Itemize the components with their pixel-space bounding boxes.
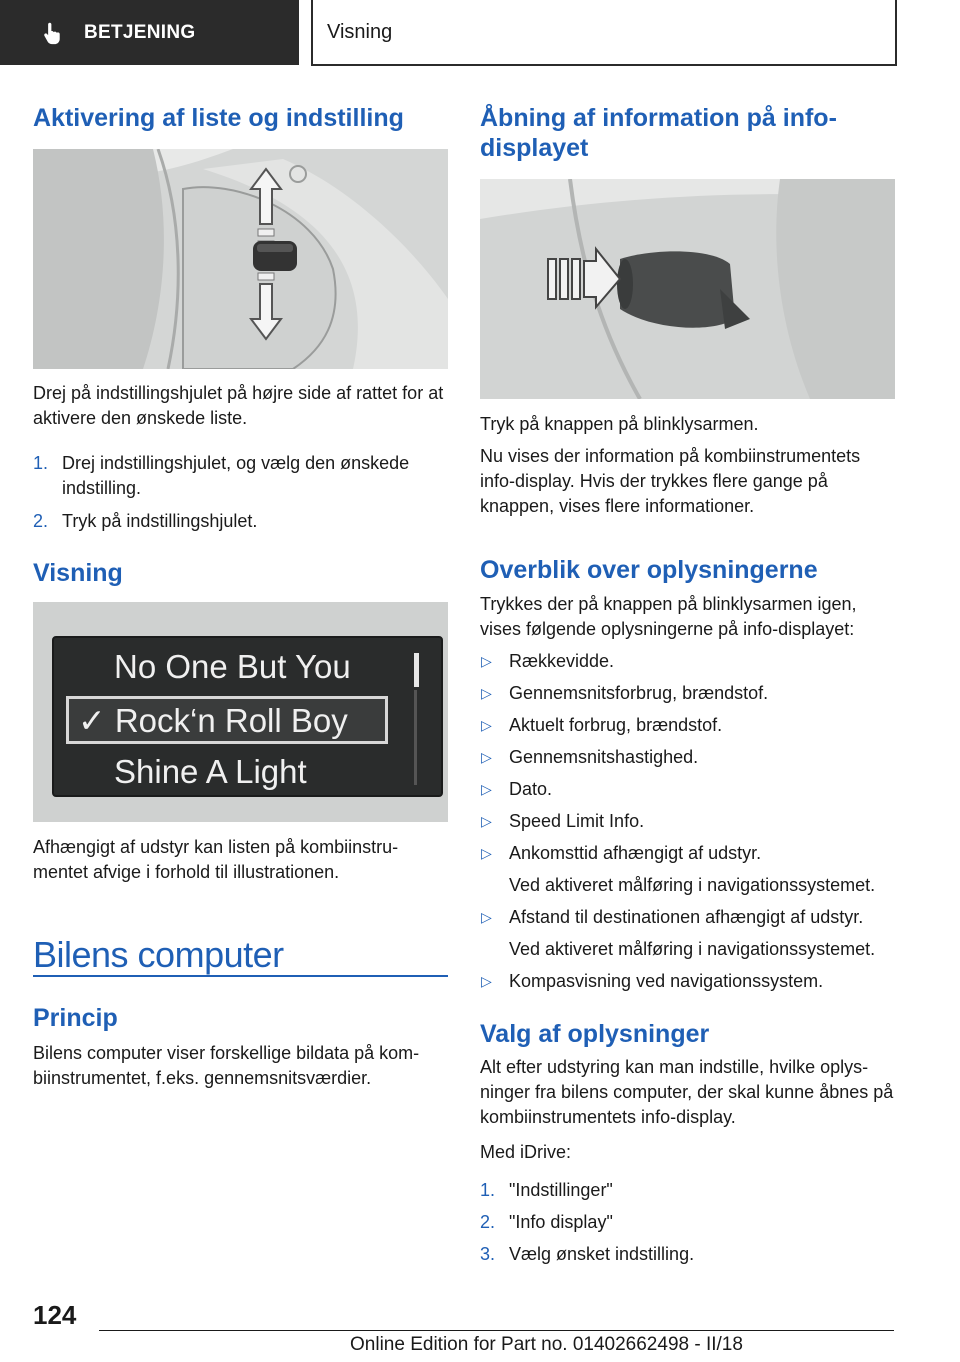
bullet-subtext: Ved aktiveret målføring i navigationssystemet. — [509, 875, 876, 895]
paragraph-select: Alt efter udstyring kan man indstille, hvilke oplys-ninger fra bilens computer, der skal kunne åbnes på kombiinstrumentets info-display. — [480, 1057, 894, 1127]
triangle-bullet-icon: ▷ — [481, 685, 492, 701]
steering-wheel-figure — [33, 149, 448, 369]
bullet-text: Rækkevidde. — [509, 651, 615, 671]
paragraph-open-2: Nu vises der information på kombiinstrumentets info-display. Hvis der trykkes flere gange på knappen, vises flere informationer. — [480, 446, 861, 516]
list-item — [480, 809, 896, 834]
bullet-text: Dato. — [509, 779, 553, 799]
list-item — [480, 649, 896, 674]
step-text: Vælg ønsket indstilling. — [509, 1244, 695, 1264]
paragraph-activation: Drej på indstillingshjulet på højre side af rattet for at aktivere den ønskede liste. — [33, 383, 444, 428]
step-number: 1. — [33, 453, 49, 473]
scrollbar-track — [414, 690, 417, 785]
triangle-bullet-icon: ▷ — [481, 749, 492, 765]
steering-wheel-illustration — [33, 149, 448, 369]
list-item — [480, 777, 896, 802]
list-item — [480, 1210, 896, 1235]
step-text: "Info display" — [509, 1212, 613, 1232]
triangle-bullet-icon: ▷ — [481, 781, 492, 797]
page-header — [0, 0, 960, 66]
heading-computer: Bilens computer — [33, 934, 284, 975]
display-item: Shine A Light — [114, 753, 307, 790]
indicator-stalk-figure — [480, 179, 895, 399]
bullet-text: Gennemsnitshastighed. — [509, 747, 699, 767]
footer-rule — [99, 1330, 894, 1331]
list-item — [480, 713, 896, 738]
step-number: 1. — [480, 1180, 496, 1200]
bullet-text: Gennemsnitsforbrug, brændstof. — [509, 683, 769, 703]
heading-display: Visning — [33, 559, 123, 587]
heading-overview: Overblik over oplysningerne — [480, 556, 818, 584]
heading-open: Åbning af information på info-displayet — [480, 104, 837, 162]
triangle-bullet-icon: ▷ — [481, 909, 492, 925]
display-item: No One But You — [114, 648, 351, 685]
idrive-steps — [480, 1178, 896, 1267]
section-rule — [33, 975, 448, 977]
list-item — [480, 1242, 896, 1267]
triangle-bullet-icon: ▷ — [481, 813, 492, 829]
bullet-text: Speed Limit Info. — [509, 811, 645, 831]
step-number: 3. — [480, 1244, 496, 1264]
step-text: Tryk på indstillingshjulet. — [62, 511, 258, 531]
list-item — [480, 745, 896, 770]
bullet-text: Ankomsttid afhængigt af udstyr. — [509, 843, 762, 863]
triangle-bullet-icon: ▷ — [481, 973, 492, 989]
list-item — [480, 905, 896, 962]
display-figure — [33, 602, 448, 822]
list-item — [480, 1178, 896, 1203]
heading-principle: Princip — [33, 1004, 118, 1032]
bullet-text: Afstand til destinationen afhængigt af udstyr. — [509, 907, 864, 927]
scrollbar-indicator — [414, 653, 419, 687]
list-item — [480, 969, 896, 994]
paragraph-display: Afhængigt af udstyr kan listen på kombiinstru-mentet afvige i forhold til illustrationen. — [33, 837, 399, 882]
step-number: 2. — [33, 511, 49, 531]
paragraph-overview: Trykkes der på knappen på blinklysarmen igen, vises følgende oplysningerne på info-displayet: — [480, 594, 857, 639]
list-item — [33, 509, 449, 534]
list-item — [480, 841, 896, 898]
heading-activation: Aktivering af liste og indstilling — [33, 104, 404, 132]
step-text: Drej indstillingshjulet, og vælg den ønskede indstilling. — [62, 453, 410, 498]
heading-select: Valg af oplysninger — [480, 1020, 710, 1048]
display-item-selected: ✓ Rock‘n Roll Boy — [78, 702, 348, 739]
section-tab — [0, 0, 299, 65]
triangle-bullet-icon: ▷ — [481, 653, 492, 669]
topic-label: Visning — [327, 20, 393, 43]
section-label: BETJENING — [84, 21, 196, 43]
display-screen — [52, 636, 443, 797]
bullet-subtext: Ved aktiveret målføring i navigationssystemet. — [509, 939, 876, 959]
footer-edition: Online Edition for Part no. 01402662498 - II/18 — [350, 1334, 743, 1355]
step-text: "Indstillinger" — [509, 1180, 613, 1200]
triangle-bullet-icon: ▷ — [481, 717, 492, 733]
bullet-text: Kompasvisning ved navigationssystem. — [509, 971, 824, 991]
step-number: 2. — [480, 1212, 496, 1232]
indicator-stalk-illustration — [480, 179, 895, 399]
list-item — [480, 681, 896, 706]
paragraph-open-1: Tryk på knappen på blinklysarmen. — [480, 414, 759, 434]
list-item — [33, 451, 449, 501]
page-number: 124 — [33, 1300, 77, 1330]
activation-steps — [33, 451, 449, 534]
paragraph-idrive: Med iDrive: — [480, 1142, 572, 1162]
bullet-text: Aktuelt forbrug, brændstof. — [509, 715, 723, 735]
paragraph-principle: Bilens computer viser forskellige bildata på kom-biinstrumentet, f.eks. gennemsnitsværdier. — [33, 1043, 420, 1088]
topic-box — [311, 0, 897, 66]
hand-pointer-icon — [40, 20, 66, 46]
info-list — [480, 649, 896, 994]
triangle-bullet-icon: ▷ — [481, 845, 492, 861]
